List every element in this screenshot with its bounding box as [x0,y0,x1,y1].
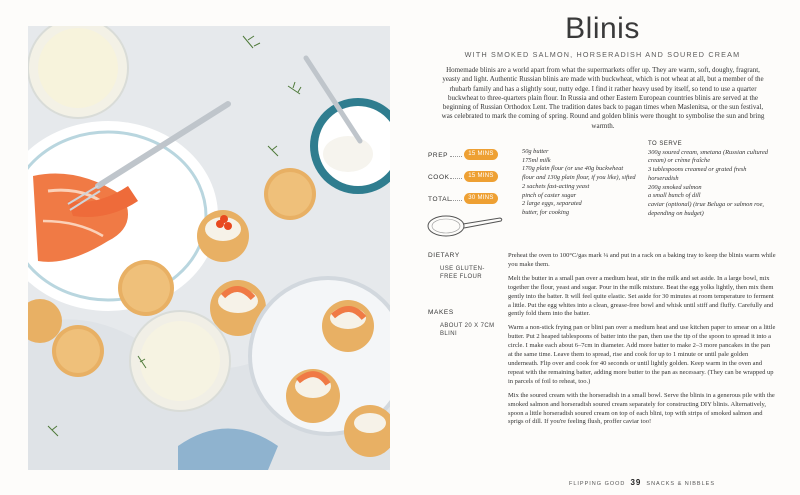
recipe-page [420,0,790,495]
makes-value: ABOUT 20 X 7CM BLINI [440,323,495,337]
footer-book-title: FLIPPING GOOD [568,481,626,487]
cook-label: COOK [428,174,450,181]
to-serve-heading: TO SERVE [648,141,683,147]
method-step: Preheat the oven to 100°C/gas mark ¼ and put in a rack on a baking tray to keep the blinis warm while you make them. [508,252,776,268]
dietary-label: DIETARY [428,252,460,259]
prep-dots [450,156,462,157]
cook-dots [450,178,462,179]
page-footer [508,478,776,487]
method-step: Warm a non-stick frying pan or blini pan over a medium heat and use kitchen paper to smear on a little butter. Put 2 heaped tablespoons of batter into the pan, then use the tip of the spoon to spread it into a circle. I make each about 6–7cm in diameter. Add more batter to make 2–3 more pancakes in the pan at the same time. Leave them to spread, rise and cook for up to 1 minute or until pale golden underneath. Flip over and cook for 40 seconds or until lightly golden. Keep warm in the oven and repeat with the remaining batter, adding more butter to the pan as necessary. (They can be wrapped up in parcels of foil to reheat, too.) [508,324,776,385]
total-label: TOTAL [428,196,452,203]
cook-time-badge: 15 MINS [464,171,498,182]
ingredient-item: 170g plain flour (or use 40g buckwheat flour and 130g plain flour, if you like), sifted [522,165,636,182]
recipe-subtitle: WITH SMOKED SALMON, HORSERADISH AND SOURED CREAM [464,50,741,59]
to-serve-item: a small bunch of dill [648,192,701,200]
to-serve-item: 3 tablespoons creamed or grated fresh horseradish [648,166,747,182]
recipe-intro: Homemade blinis are a world apart from what the supermarkets offer up. They are warm, soft, doughy, fragrant, yeasty and light. Authentic Russian blinis are made with buckwheat, which is not wheat at all, but a member of the rhubarb family and has a slightly sour, nutty edge. I find it rather heavy used by itself, so tend to use a quarter buckwheat to three-quarters plain flour. In Russia and other Eastern European countries blinis are served at the beginning of Russian Orthodox Lent. The tradition dates back to pagan times when Maslenitsa, or the sun festival, was celebrated to mark the coming of spring. Round and golden blinis were thought to symbolise the sun and bring warmth. [441,66,765,130]
ingredients-list [522,148,637,218]
page-number: 39 [630,478,642,487]
footer-section: SNACKS & NIBBLES [646,481,715,487]
blini-photo-illustration [28,26,390,470]
ingredient-item: butter, for cooking [522,208,570,216]
to-serve-item: 200g smoked salmon [648,183,702,191]
total-dots [450,200,462,201]
method-step: Mix the soured cream with the horseradish in a small bowl. Serve the blinis in a generous pile with the smoked salmon and horseradish soured cream separately for constructing DIY blinis. Alternatively, spoon a little horseradish soured cream on top of each blini, top with strips of smoked salmon and sprigs of dill. If you're feeling flush, proffer caviar too! [508,391,775,426]
makes-label: MAKES [428,309,454,316]
recipe-title: Blinis [565,12,640,45]
ingredient-item: 50g butter [522,148,549,155]
method-step: Melt the butter in a small pan over a medium heat, stir in the milk and set aside. In a large bowl, mix together the flour, yeast and sugar. Pour in the milk mixture. Beat the egg yolks lightly, then mix them gently into the batter. It will feel quite elastic. Set aside for 30 minutes at room temperature to ferment a little. Put the egg whites into a clean, grease-free bowl and whisk until stiff and fluffy. Carefully and gently fold them into the batter. [508,274,774,318]
frying-pan-icon [424,213,504,239]
to-serve-list [648,140,776,218]
to-serve-item: caviar (optional) (true Beluga or salmon roe, depending on budget) [648,200,765,217]
ingredient-item: pinch of caster sugar [522,191,577,199]
total-time-badge: 30 MINS [464,193,498,204]
dietary-value: USE GLUTEN-FREE FLOUR [440,266,485,280]
prep-label: PREP [428,152,449,159]
prep-time-badge: 15 MINS [464,149,498,160]
to-serve-item: 300g soured cream, smetana (Russian cultured cream) or crème fraîche [648,148,768,165]
ingredient-item: 2 sachets fast-acting yeast [522,182,590,190]
food-photograph [28,26,390,470]
ingredient-item: 2 large eggs, separated [522,200,582,208]
method-steps [508,252,776,432]
ingredient-item: 175ml milk [522,156,551,164]
